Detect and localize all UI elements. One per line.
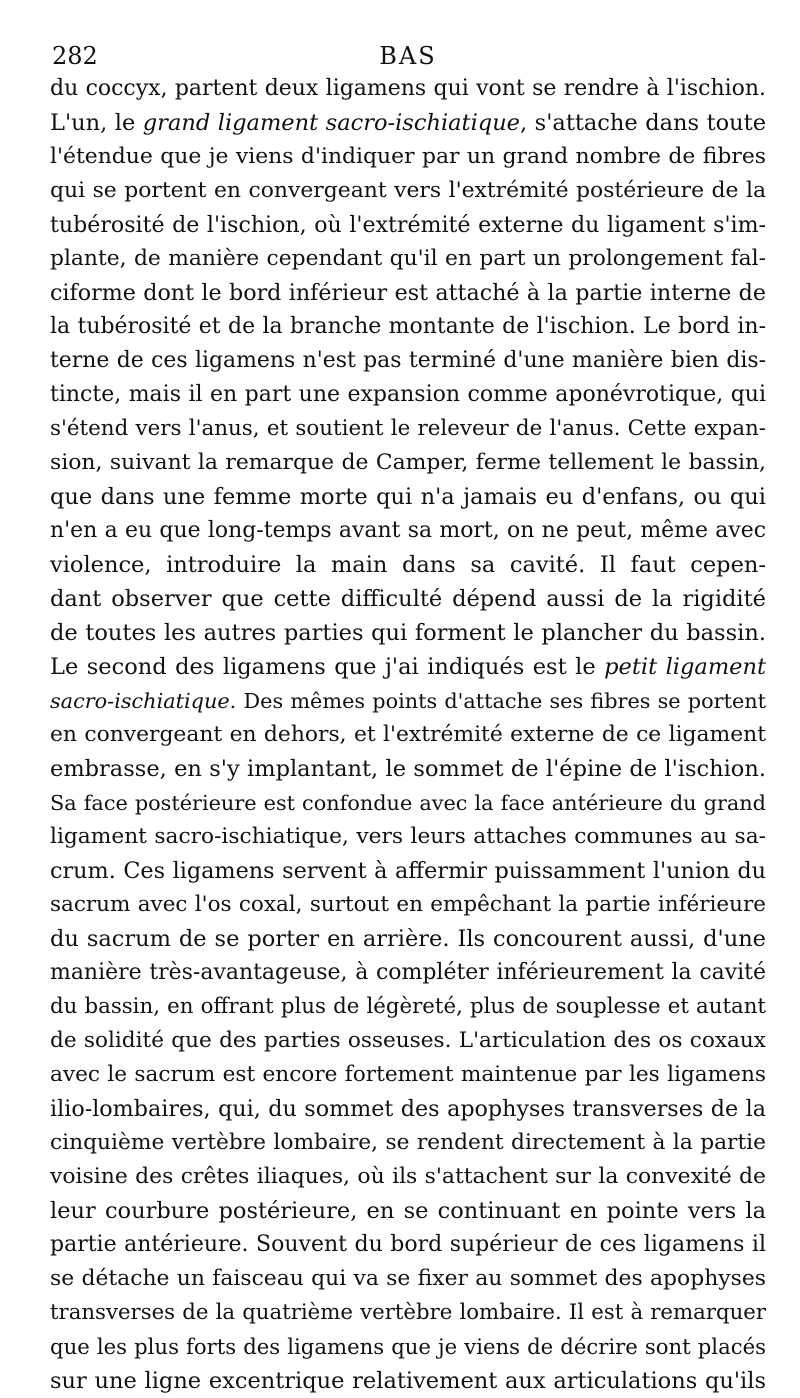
text-line: du bassin, en offrant plus de légèreté, plus de souplesse et autant [50,994,766,1019]
text-segment: , s'attache dans toute [520,110,767,136]
text-line: avec le sacrum est encore fortement maintenue par les ligamens [50,1062,766,1087]
page-number: 282 [52,42,98,70]
text-line: qui se portent en convergeant vers l'extrémité postérieure de la [50,178,766,203]
text-line: Sa face postérieure est confondue avec la face antérieure du grand [50,791,766,815]
text-line: partie antérieure. Souvent du bord supérieur de ces ligamens il [50,1232,766,1257]
italic-term: grand ligament sacro-ischiatique [142,110,521,136]
text-line: plante, de manière cependant qu'il en part un prolongement fal- [50,246,766,271]
text-line: du sacrum de se porter en arrière. Ils concourent aussi, d'une [50,926,766,952]
text-line: tincte, mais il en part une expansion comme aponévrotique, qui [50,382,766,407]
body-text [50,72,766,1398]
text-line: sur une ligne excentrique relativement aux articulations qu'ils [50,1368,766,1394]
page-header [52,36,764,76]
text-line: tubérosité de l'ischion, où l'extrémité externe du ligament s'im- [50,212,766,238]
italic-term: petit ligament [604,654,766,680]
text-line: voisine des crêtes iliaques, où ils s'attachent sur la convexité de [50,1164,766,1189]
text-line [50,106,766,140]
italic-term: sacro-ischiatique. [50,689,237,713]
text-line: l'étendue que je viens d'indiquer par un grand nombre de fibres [50,144,766,169]
text-line: en convergeant en dehors, et l'extrémité externe de ce ligament [50,722,766,747]
text-line: terne de ces ligamens n'est pas terminé d'une manière bien dis- [50,348,766,373]
text-line: ciforme dont le bord inférieur est attaché à la partie interne de [50,280,766,306]
text-line: de toutes les autres parties qui forment le plancher du bassin. [50,620,766,646]
running-head: BAS [379,42,437,70]
text-line: cinquième vertèbre lombaire, se rendent directement à la partie [50,1130,766,1155]
text-line: embrasse, en s'y implantant, le sommet de l'épine de l'ischion. [50,756,766,782]
text-line: leur courbure postérieure, en se continuant en pointe vers la [50,1198,766,1224]
text-line: s'étend vers l'anus, et soutient le releveur de l'anus. Cette expan- [50,416,766,441]
text-line: ligament sacro-ischiatique, vers leurs attaches communes au sa- [50,824,766,849]
text-line: de solidité que des parties osseuses. L'articulation des os coxaux [50,1028,766,1053]
text-line: sion, suivant la remarque de Camper, ferme tellement le bassin, [50,450,766,475]
text-line: que les plus forts des ligamens que je viens de décrire sont placés [50,1334,766,1359]
text-line: ilio-lombaires, qui, du sommet des apophyses transverses de la [50,1096,766,1122]
text-line: sacrum avec l'os coxal, surtout en empêchant la partie inférieure [50,892,766,917]
text-segment: Des mêmes points d'attache ses fibres se portent [236,689,766,713]
text-segment: Le second des ligamens que j'ai indiqués est le [50,654,605,680]
text-line [50,684,766,718]
text-segment: L'un, le [50,110,143,136]
text-line: violence, introduire la main dans sa cavité. Il faut cepen- [50,552,766,578]
text-line: dant observer que cette difficulté dépend aussi de la rigidité [50,586,766,612]
text-line: crum. Ces ligamens servent à affermir puissamment l'union du [50,858,766,884]
text-line: transverses de la quatrième vertèbre lombaire. Il est à remarquer [50,1300,766,1325]
text-line: la tubérosité et de la branche montante de l'ischion. Le bord in- [50,314,766,339]
text-line: du coccyx, partent deux ligamens qui vont se rendre à l'ischion. [50,76,766,101]
text-line: n'en a eu que long-temps avant sa mort, on ne peut, même avec [50,518,766,543]
text-line: se détache un faisceau qui va se fixer au sommet des apophyses [50,1266,766,1291]
text-line: manière très-avantageuse, à compléter inférieurement la cavité [50,960,766,985]
text-line [50,650,766,684]
text-line: que dans une femme morte qui n'a jamais eu d'enfans, ou qui [50,484,766,510]
